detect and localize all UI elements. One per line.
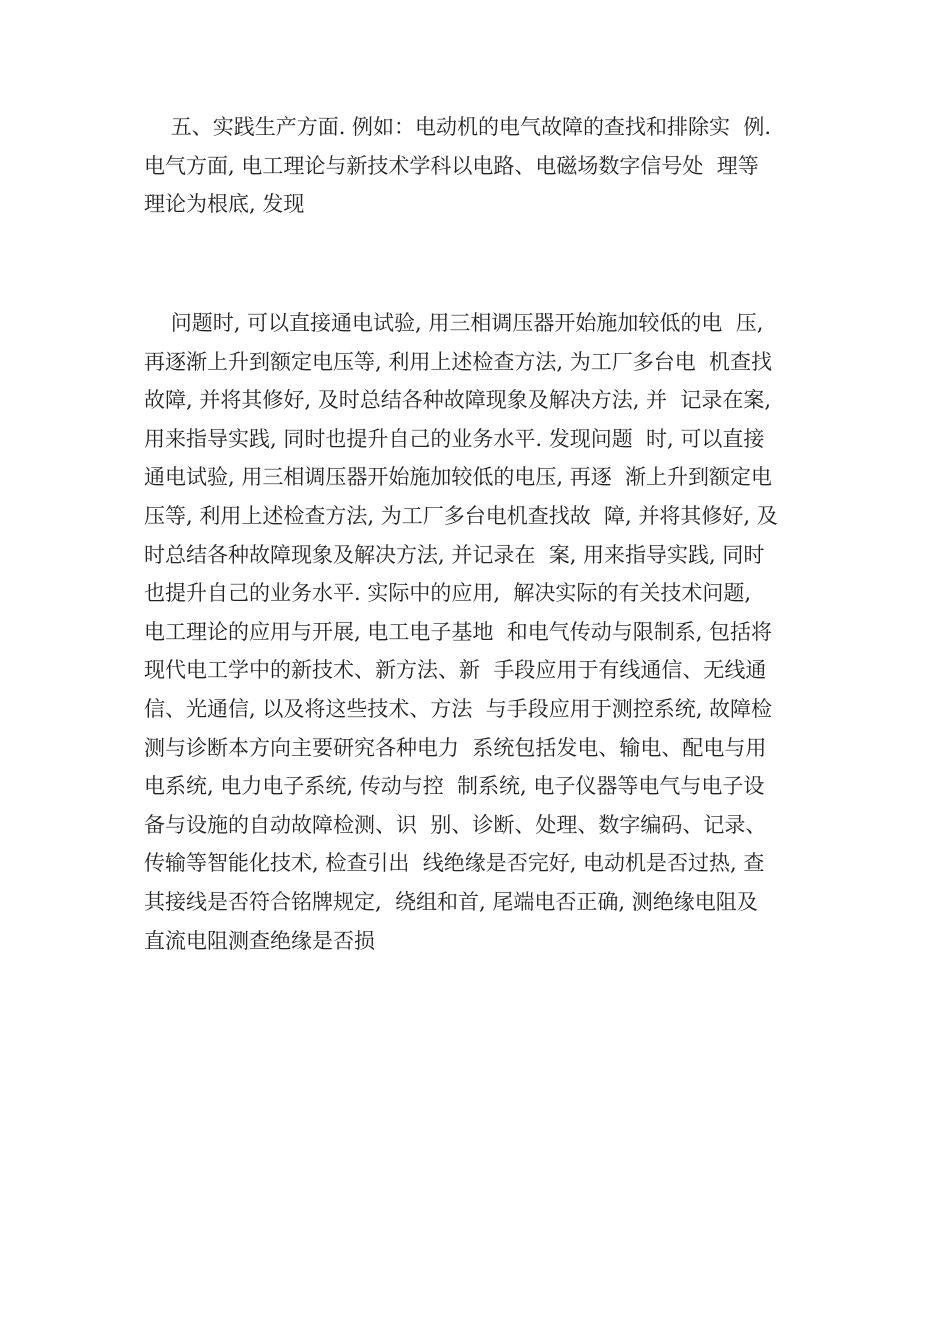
text-line: 通电试验, 用三相调压器开始施加较低的电压, 再逐 渐上升到额定电 <box>144 465 773 490</box>
text-line: 也提升自己的业务水平. 实际中的应用, 解决实际的有关技术问题, <box>144 581 752 606</box>
text-line: 时总结各种故障现象及解决方法, 并记录在 案, 用来指导实践, 同时 <box>144 542 765 567</box>
text-line: 用来指导实践, 同时也提升自己的业务水平. 发现问题 时, 可以直接 <box>144 426 765 451</box>
text-line: 直流电阻测查绝缘是否损 <box>144 928 375 953</box>
text-line: 五、实践生产方面. 例如：电动机的电气故障的查找和排除实 例. <box>144 115 772 139</box>
text-line: 电工理论的应用与开展, 电工电子基地 和电气传动与限制系, 包括将 <box>144 619 773 644</box>
text-line: 其接线是否符合铭牌规定, 绕组和首, 尾端电否正确, 测绝缘电阻及 <box>144 889 758 914</box>
text-line: 故障, 并将其修好, 及时总结各种故障现象及解决方法, 并 记录在案, <box>144 388 772 413</box>
text-line: 传输等智能化技术, 检查引出 线绝缘是否完好, 电动机是否过热, 查 <box>144 851 765 876</box>
text-line: 信、光通信, 以及将这些技术、方法 与手段应用于测控系统, 故障检 <box>144 696 773 721</box>
paragraph-fault-diagnosis <box>144 304 814 960</box>
text-line: 现代电工学中的新技术、新方法、新 手段应用于有线通信、无线通 <box>144 658 767 683</box>
text-line: 问题时, 可以直接通电试验, 用三相调压器开始施加较低的电 压, <box>144 311 764 335</box>
text-line: 电系统, 电力电子系统, 传动与控 制系统, 电子仪器等电气与电子设 <box>144 774 765 799</box>
text-line: 再逐渐上升到额定电压等, 利用上述检查方法, 为工厂多台电 机查找 <box>144 349 773 374</box>
text-line: 理论为根底, 发现 <box>144 192 305 217</box>
paragraph-practice-intro <box>144 108 814 224</box>
text-line: 压等, 利用上述检查方法, 为工厂多台电机查找故 障, 并将其修好, 及 <box>144 503 778 528</box>
text-line: 电气方面, 电工理论与新技术学科以电路、电磁场数字信号处 理等 <box>144 153 759 178</box>
text-line: 测与诊断本方向主要研究各种电力 系统包括发电、输电、配电与用 <box>144 735 767 760</box>
text-line: 备与设施的自动故障检测、识 别、诊断、处理、数字编码、记录、 <box>144 812 767 837</box>
